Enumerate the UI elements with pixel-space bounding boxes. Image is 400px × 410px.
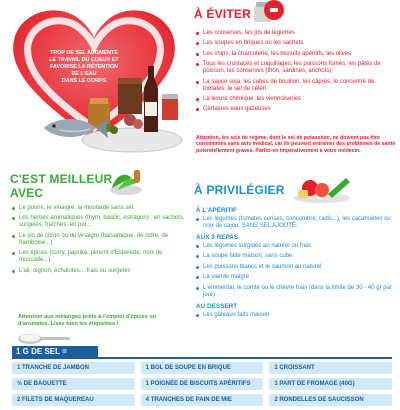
title-line: AVEC [10,186,44,200]
list-item: La viande maigre [196,274,392,281]
list-item: Les légumes (tomates cerises, concombre, radis...), les cacahuètes ou noix de cajou, SANS SEL AJOUTÉ. [196,216,392,230]
privilegier-content [196,207,392,322]
spice-warning-note: Attention aux mélanges prêts-à-l'emploi d'épices ou d'aromates. Lisez bien les étiquettes ! [18,314,157,327]
grid-cell: 1 PART DE FROMAGE (40G) [269,378,392,390]
divider [12,357,392,359]
subheading-dessert: AU DESSERT [196,302,238,310]
fish-icon [40,114,110,142]
sel-label: 1 G DE SEL = [12,346,98,358]
list-item: Certaines eaux gazeuses [196,106,396,113]
list-item: Les chips, la charcuterie, les biscuits apéritifs, les olives [196,51,396,58]
title-line: C'EST MEILLEUR [10,172,113,186]
grid-cell: 2 RONDELLES DE SAUCISSON [269,394,392,406]
grid-cell: ⅓ DE BAGUETTE [12,378,135,390]
list-item: Le jus de citron ou du vinaigre (balsamique, de cidre, de framboise...) [12,233,186,247]
subheading-repas: AUX 3 REPAS [196,234,239,241]
heart-line: TROP DE SEL AUGMENTE [50,50,118,56]
heart-line: FAVORISE LA RÉTENTION [50,64,118,70]
section-title-privilegier: À PRIVILÉGIER [194,183,285,197]
list-item: L'emmental, le comté ou le chèvre frais (dans la limite de 30 - 40 gr par jour) [196,285,392,299]
salt-spoon-icon [16,330,72,346]
grid-cell: 4 TRANCHES DE PAIN DE MIE [141,394,264,406]
grid-cell: 2 FILETS DE MAQUEREAU [12,394,135,406]
section-title-meilleur [10,172,112,200]
list-item: Les épices (curry, paprika, piment d'Espelette, noix de muscade...) [12,250,186,264]
heart-line: LE TRAVAIL DU COEUR ET [49,57,119,63]
list-item: Les légumes surgelés au naturel ou frais [196,243,392,250]
list-item: Le poivre, le vinaigre, la moutarde sans sel. [12,205,186,212]
subheading-aperitif: À L'APÉRITIF [196,207,237,214]
salt-shaker-icon [252,0,288,24]
grid-cell: 1 CROISSANT [269,362,392,374]
list-item: Les herbes aromatiques (thym, basilic, estragon) : en sachets, surgelés, fraîches, en pot... [12,215,186,229]
list-item: Tous les crustacés et coquillages, les poissons fumés, les pâtés de poisson, les conserves (thon, sardines, anchois) [196,61,396,75]
list-item: La levure chimique, les viennoiseries [196,96,396,103]
eviter-list [196,30,396,117]
list-item: La sauce soja, les cubes de bouillon, les câpres, le concentré de tomates, le sel de céleri [196,79,396,93]
grid-row [12,394,392,406]
list-item: L'ail, oignon, échalotes... frais ou surgelés [12,268,186,275]
meilleur-list [12,205,186,278]
grid-row [12,362,392,374]
heart-line: DE L'EAU [71,71,97,77]
warning-note: Attention, les sels de régime, dont le sel de potassium, ne doivent pas être consommés sans avis médical, car ils peuvent entraîner des problèmes de santé potentiellement graves. Parlez-en impérativement à votre médecin. [196,135,396,154]
vegetables-icon [292,168,352,204]
section-title-eviter: À ÉVITER [194,7,251,21]
dessert-list [196,312,392,319]
grid-cell: 1 TRANCHE DE JAMBON [12,362,135,374]
grid-cell: 1 POIGNÉE DE BISCUITS APÉRITIFS [141,378,264,390]
list-item: Les conserves, les jus de légumes [196,30,396,37]
grid-row [12,378,392,390]
list-item: Les gâteaux faits maison [196,312,392,319]
salt-equivalents-grid [12,362,392,410]
repas-list [196,243,392,299]
list-item: La soupe faite maison, sans cube [196,253,392,260]
herbs-icon [104,168,144,196]
heart-line: DANS LE CORPS [61,78,107,84]
grid-cell: 1 BOL DE SOUPE EN BRIQUE [141,362,264,374]
list-item: Les poissons blancs et le saumon au naturel [196,264,392,271]
list-item: Les soupes en briques ou les sachets [196,40,396,47]
aperitif-list [196,216,392,230]
